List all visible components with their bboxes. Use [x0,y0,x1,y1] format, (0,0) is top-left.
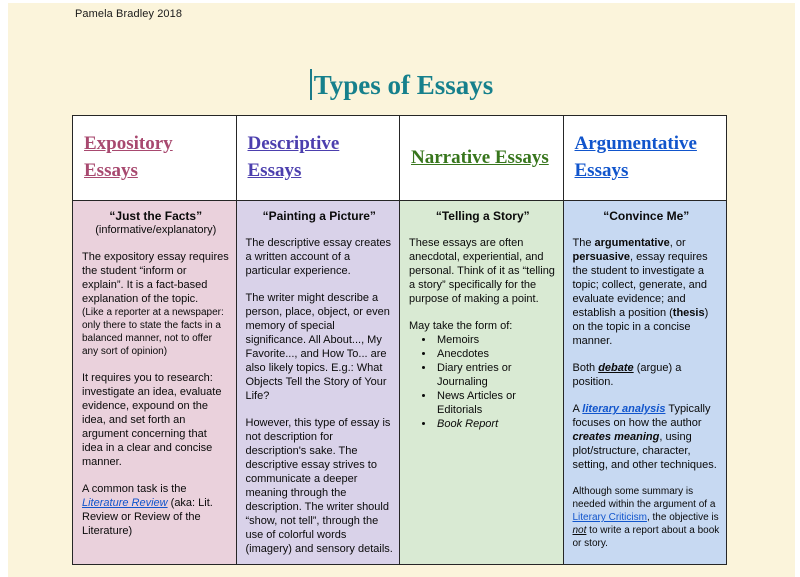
blank-line [82,469,230,482]
text-run: A common task is the [82,483,187,495]
blank-line [246,223,394,236]
column-title: Descriptive Essays [247,133,340,181]
text-run: May take the form of: [409,320,513,332]
text-run: Typically focuses on how the author [572,403,711,429]
paragraph [573,402,721,472]
paragraph [82,306,230,358]
text-run: , the objective is [646,512,719,523]
paragraph [246,416,394,556]
text-run: Anecdotes [437,348,489,360]
text-run: (informative/explanatory) [95,224,217,236]
text-run: However, this type of essay is not description for description's sake. The descriptive essay strives to communicate a deeper meaning through the description. The writer should “show, not tell”, through the use of colorful words (imagery) and sensory details. [245,417,393,555]
cell-subtitle [82,209,230,223]
paragraph [82,371,230,469]
text-run: The [572,237,595,249]
text-run: These essays are often anecdotal, experiential, and personal. Think of it as “telling a story” specifically for the purpose of making a point. [409,237,555,305]
column-body-narrative [400,201,564,565]
text-run: News Articles or Editorials [437,390,516,416]
blank-line [573,223,721,236]
paragraph [573,361,721,389]
text-run: (Like a reporter at a newspaper: only there to state the facts in a balanced manner, not to offer any sort of opinion) [82,307,224,357]
paragraph [573,236,721,348]
paragraph [82,250,230,306]
link-literature-review[interactable]: Literature Review [82,497,168,509]
column-body-expository [73,201,237,565]
table-header-row [73,116,727,201]
cell-subtitle [246,209,394,223]
paragraph [82,482,230,538]
column-title: Argumentative Essays [574,133,697,181]
text-run: “Telling a Story” [435,209,530,223]
list-item [435,361,557,389]
text-run: It requires you to research: investigate an idea, evaluate evidence, expound on the idea, and set forth an argument concerning that idea in a clear and concise manner. [82,372,222,468]
blank-line [573,389,721,402]
link-literary-criticism[interactable]: Literary Criticism [572,512,647,523]
page-title-text: Types of Essays [313,70,494,100]
text-run: , using plot/structure, character, setting, and other techniques. [572,431,717,471]
text-run: argumentative [594,237,670,249]
text-run: “Painting a Picture” [262,209,376,223]
column-header-expository [73,116,237,201]
blank-line [246,278,394,291]
column-title: Expository Essays [84,133,173,181]
table-body-row [73,201,727,565]
text-run: “Just the Facts” [109,209,203,223]
list-item [435,417,557,431]
blank-line [409,223,557,236]
text-run: to write a report about a book or story. [572,525,720,549]
column-header-narrative [400,116,564,201]
text-run: (aka: Lit. Review or Review of the Literature) [82,497,213,537]
blank-line [82,358,230,371]
paragraph [246,236,394,278]
text-run: Although some summary is needed within the argument of a [572,486,716,510]
text-run: , essay requires the student to investigate a topic; collect, generate, and evaluate evidence; and establish a position ( [572,251,708,319]
list-item [435,333,557,347]
column-title: Narrative Essays [411,146,549,168]
bullet-list [409,333,557,431]
text-run: ) on the topic in a concise manner. [572,307,709,347]
column-body-argumentative [563,201,727,565]
blank-line [409,306,557,319]
text-run: , or [669,237,686,249]
page-title [8,69,795,101]
text-run: (argue) a position. [572,362,682,388]
text-cursor [310,69,312,100]
blank-line [573,472,721,485]
paragraph [409,236,557,306]
text-run: “Convince Me” [603,209,690,223]
text-run: Both [572,362,599,374]
list-item [435,347,557,361]
text-run: debate [598,362,634,374]
column-body-descriptive [236,201,400,565]
list-item [435,389,557,417]
text-run: Diary entries or Journaling [437,362,512,388]
paragraph [409,319,557,333]
text-run: The expository essay requires the student “inform or explain”. It is a fact-based explanation of the topic. [82,251,229,305]
author-line: Pamela Bradley 2018 [75,8,183,20]
text-run: The writer might describe a person, place, object, or even memory of special significance. All About..., My Favorite..., and How To... are also likely topics. E.g.: What Objects Tell the Story of Your Life? [245,292,390,402]
cell-subtitle [409,209,557,223]
text-run: The descriptive essay creates a written account of a particular experience. [245,237,392,277]
paragraph [573,485,721,550]
text-run: thesis [672,307,705,319]
text-run: not [572,525,587,536]
cell-subtitle [573,209,721,223]
column-header-descriptive [236,116,400,201]
text-run: persuasive [572,251,630,263]
paragraph [246,291,394,403]
text-run: Memoirs [437,334,480,346]
text-run: Book Report [437,418,499,430]
column-header-argumentative [563,116,727,201]
blank-line [82,237,230,250]
blank-line [246,403,394,416]
cell-subtitle [82,223,230,237]
blank-line [573,348,721,361]
essay-types-table [72,115,727,565]
link-literary-analysis[interactable]: literary analysis [582,403,666,415]
text-run: A [572,403,583,415]
document-page [8,3,795,577]
text-run: creates meaning [572,431,660,443]
